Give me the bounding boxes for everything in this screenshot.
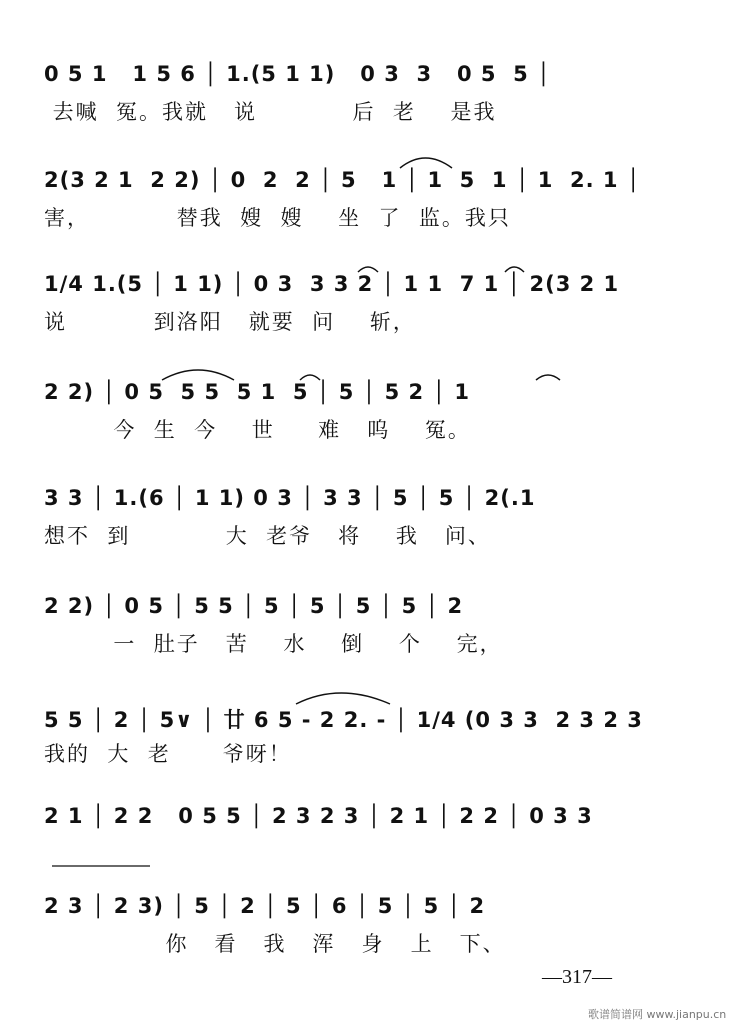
- lyrics-line: 一 肚子 苦 水 倒 个 完，: [44, 632, 503, 656]
- notation-line: 2 2) │ 0 5 5 5 5 1 5 │ 5 │ 5 2 │ 1: [44, 380, 471, 404]
- notation-line: 1/4 1.(5 │ 1 1) │ 0 3 3 3 2 │ 1 1 7 1 │ 2(3 2 1: [44, 272, 620, 296]
- lyrics-line: 去喊 冤。我就 说 后 老 是我: [44, 100, 497, 124]
- notation-line: 5 5 │ 2 │ 5∨ │ 廿 6 5 - 2 2. - │ 1/4 (0 3 3 2 3 2 3: [44, 708, 643, 732]
- notation-line: 2 3 │ 2 3) │ 5 │ 2 │ 5 │ 6 │ 5 │ 5 │ 2: [44, 894, 486, 918]
- lyrics-line: 害， 替我 嫂 嫂 坐 了 监。我只: [44, 206, 511, 230]
- lyrics-line: [44, 838, 684, 868]
- lyrics-line: 你 看 我 浑 身 上 下、: [44, 932, 506, 956]
- watermark: 歌谱简谱网 www.jianpu.cn: [588, 1008, 727, 1021]
- notation-line: 2 2) │ 0 5 │ 5 5 │ 5 │ 5 │ 5 │ 5 │ 2: [44, 594, 464, 618]
- lyrics-line: 我的 大 老 爷呀！: [44, 742, 292, 766]
- notation-line: 3 3 │ 1.(6 │ 1 1) 0 3 │ 3 3 │ 5 │ 5 │ 2(.1: [44, 486, 536, 510]
- lyrics-line: 今 生 今 世 难 呜 冤。: [44, 418, 471, 442]
- notation-line: 2(3 2 1 2 2) │ 0 2 2 │ 5 1 │ 1 5 1 │ 1 2. 1 │: [44, 168, 641, 192]
- notation-line: 2 1 │ 2 2 0 5 5 │ 2 3 2 3 │ 2 1 │ 2 2 │ 0 3 3: [44, 804, 593, 828]
- notation-line: 0 5 1 1 5 6 │ 1.(5 1 1) 0 3 3 0 5 5 │: [44, 62, 551, 86]
- lyrics-line: 说 到洛阳 就要 问 斩，: [44, 310, 416, 334]
- lyrics-line: 想不 到 大 老爷 将 我 问、: [44, 524, 491, 548]
- page-number: —317—: [542, 966, 612, 988]
